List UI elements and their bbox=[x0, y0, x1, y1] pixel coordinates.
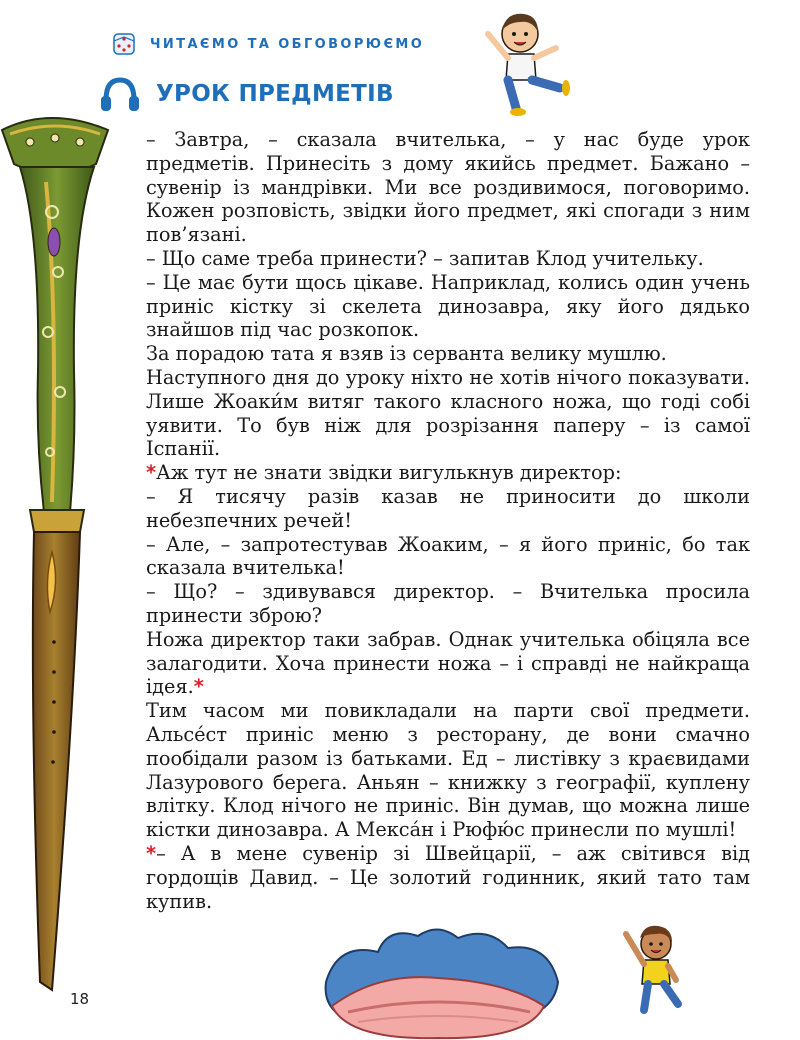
seashell-illustration bbox=[318, 922, 564, 1040]
story-paragraph-marked bbox=[146, 842, 750, 913]
story-paragraph: Аж тут не знати звідки вигулькнув директор: bbox=[156, 461, 622, 485]
story-paragraph: Наступного дня до уроку ніхто не хотів нічого показувати. Лише Жоаки́м витяг такого класного ножа, що годі собі уявити. То був ніж для розрізання паперу – із самої Іспанії. bbox=[146, 365, 750, 461]
story-paragraph: – Що? – здивувався директор. – Вчителька просила принести зброю? bbox=[146, 580, 750, 627]
kid-jumping-illustration bbox=[476, 8, 576, 118]
section-start-marker: * bbox=[146, 841, 157, 865]
story-paragraph-marked bbox=[146, 628, 750, 699]
story-paragraph: – Я тисячу разів казав не приносити до школи небезпечних речей! bbox=[146, 484, 750, 532]
dice-icon bbox=[112, 32, 136, 56]
story-paragraph: – Що саме треба принести? – запитав Клод учительку. bbox=[146, 246, 704, 270]
section-header bbox=[112, 32, 424, 56]
paper-knife-illustration bbox=[0, 112, 110, 992]
lesson-title bbox=[100, 76, 394, 112]
story-paragraph: За порадою тата я взяв із серванта велику мушлю. bbox=[146, 342, 667, 366]
story-paragraph: – Це має бути щось цікаве. Наприклад, колись один учень приніс кістку зі скелета динозавра, яку його дядько знайшов під час розкопок. bbox=[146, 270, 750, 342]
headphones-icon bbox=[100, 76, 140, 112]
section-label: ЧИТАЄМО ТА ОБГОВОРЮЄМО bbox=[150, 36, 425, 52]
story-paragraph: – Завтра, – сказала вчителька, – у нас буде урок предметів. Принесіть з дому якийсь предмет. Бажано – сувенір із мандрівки. Ми все роздивимося, поговоримо. Кожен розповість, звідки його предмет, які спогади з ним пов’язані. bbox=[146, 128, 750, 247]
story-text bbox=[146, 128, 750, 913]
story-paragraph: – Але, – запротестував Жоаким, – я його приніс, бо так сказала вчителька! bbox=[146, 532, 750, 580]
section-end-marker: * bbox=[193, 675, 204, 699]
story-paragraph: Тим часом ми повикладали на парти свої предмети. Альсе́ст приніс меню з ресторану, де вони смачно пообідали разом із батьками. Ед – листівку з краєвидами Лазурового берега. Аньян – книжку з географії, куплену влітку. Клод нічого не приніс. Він думав, що можна лише кістки динозавра. А Мекса́н і Рюфю́с принесли по мушлі! bbox=[146, 699, 750, 842]
kid-cheering-illustration bbox=[618, 918, 690, 1018]
section-start-marker: * bbox=[146, 461, 157, 485]
page-number: 18 bbox=[70, 990, 90, 1008]
story-paragraph: – А в мене сувенір зі Швейцарії, – аж світився від гордощів Давид. – Це золотий годинник, який тато там купив. bbox=[146, 841, 750, 913]
story-paragraph: Ножа директор таки забрав. Однак учителька обіцяла все залагодити. Хоча принести ножа – і справді не найкраща ідея. bbox=[146, 627, 750, 699]
page-title: УРОК ПРЕДМЕТІВ bbox=[156, 81, 394, 107]
story-paragraph-marked bbox=[146, 461, 750, 485]
